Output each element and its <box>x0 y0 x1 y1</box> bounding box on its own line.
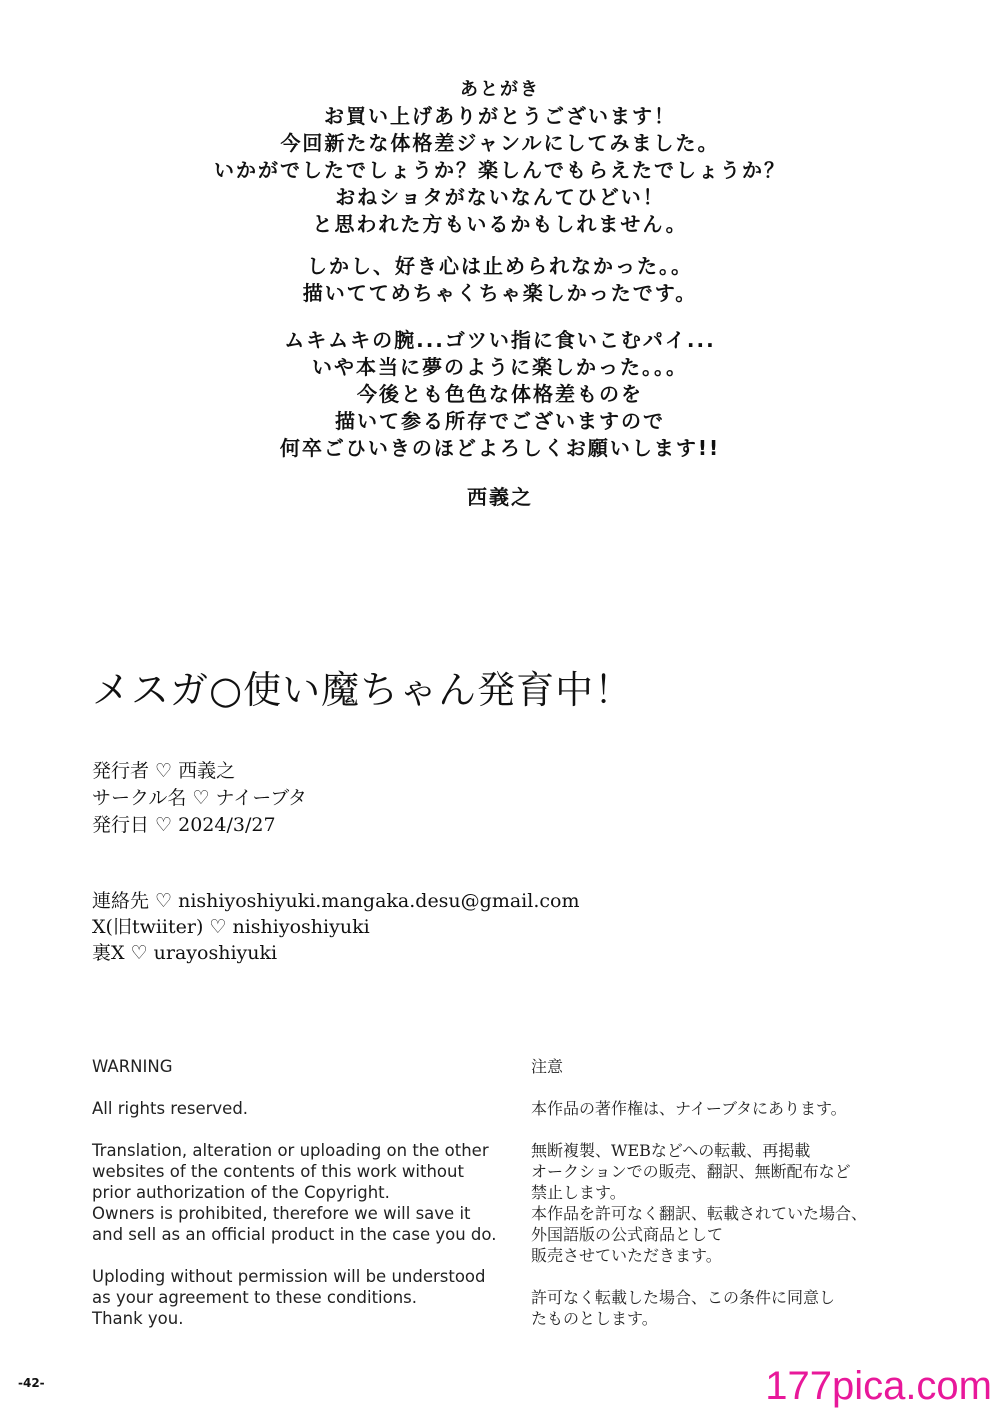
notice-line: 本作品を許可なく翻訳、転載されていた場合、 <box>531 1204 868 1223</box>
notice-heading: 注意 <box>531 1057 564 1076</box>
warning-line: All rights reserved. <box>92 1099 249 1118</box>
notice-line: 禁止します。 <box>531 1183 626 1202</box>
afterword-line: と思われた方もいるかもしれません。 <box>312 212 688 236</box>
warning-line: Uploding without permission will be understood <box>92 1267 486 1286</box>
warning-line: as your agreement to these conditions. <box>92 1288 418 1307</box>
afterword-line: いかがでしたでしょうか？楽しんでもらえたでしょうか？ <box>214 158 786 182</box>
afterword-line: ムキムキの腕...ゴツい指に食いこむパイ... <box>284 328 716 352</box>
warning-line: and sell as an official product in the case you do. <box>92 1225 497 1244</box>
warning-line: Translation, alteration or uploading on the other <box>92 1141 489 1160</box>
notice-line: 無断複製、WEBなどへの転載、再掲載 <box>531 1141 811 1160</box>
page-number: -42- <box>18 1376 45 1390</box>
publish-date-line: 発行日 ♡ 2024/3/27 <box>92 814 276 836</box>
afterword-signature: 西義之 <box>467 485 533 509</box>
warning-heading: WARNING <box>92 1057 173 1076</box>
afterword-line: 今後とも色色な体格差ものを <box>357 382 643 406</box>
warning-japanese <box>531 1056 931 1329</box>
afterword-line: しかし、好き心は止められなかった。。 <box>307 254 693 278</box>
notice-line: オークションでの販売、翻訳、無断配布など <box>531 1162 851 1181</box>
afterword-line: いや本当に夢のように楽しかった。。。 <box>312 355 688 379</box>
contact-ura-x-line: 裏X ♡ urayoshiyuki <box>92 942 278 964</box>
book-title: メスガ○使い魔ちゃん発育中！ <box>92 668 634 712</box>
colophon-info <box>92 758 307 839</box>
notice-line: 外国語版の公式商品として <box>531 1225 724 1244</box>
warning-line: Owners is prohibited, therefore we will save it <box>92 1204 471 1223</box>
contact-email-line: 連絡先 ♡ nishiyoshiyuki.mangaka.desu@gmail.com <box>92 890 580 912</box>
contact-x-line: X(旧twiiter) ♡ nishiyoshiyuki <box>92 916 370 938</box>
afterword-line: 描いて参る所存でございますので <box>335 409 665 433</box>
afterword-line: 今回新たな体格差ジャンルにしてみました。 <box>280 131 720 155</box>
notice-line: 販売させていただきます。 <box>531 1246 722 1265</box>
afterword-line: おねショタがないなんてひどい！ <box>335 185 665 209</box>
warning-line: websites of the contents of this work without <box>92 1162 464 1181</box>
warning-line: prior authorization of the Copyright. <box>92 1183 390 1202</box>
warning-line: Thank you. <box>92 1309 184 1328</box>
afterword-section <box>0 76 1000 511</box>
notice-line: 許可なく転載した場合、この条件に同意し <box>531 1288 836 1307</box>
contact-info <box>92 888 579 966</box>
notice-line: 本作品の著作権は、ナイーブタにあります。 <box>531 1099 847 1118</box>
afterword-line: お買い上げありがとうございます！ <box>324 104 676 128</box>
circle-line: サークル名 ♡ ナイーブタ <box>92 787 307 809</box>
warning-english <box>92 1056 512 1329</box>
notice-line: たものとします。 <box>531 1309 658 1328</box>
afterword-title: あとがき <box>460 79 540 100</box>
watermark-text: 177pica.com <box>765 1364 992 1408</box>
afterword-line: 何卒ごひいきのほどよろしくお願いします!! <box>279 436 721 460</box>
afterword-line: 描いててめちゃくちゃ楽しかったです。 <box>302 281 698 305</box>
publisher-line: 発行者 ♡ 西義之 <box>92 760 236 782</box>
